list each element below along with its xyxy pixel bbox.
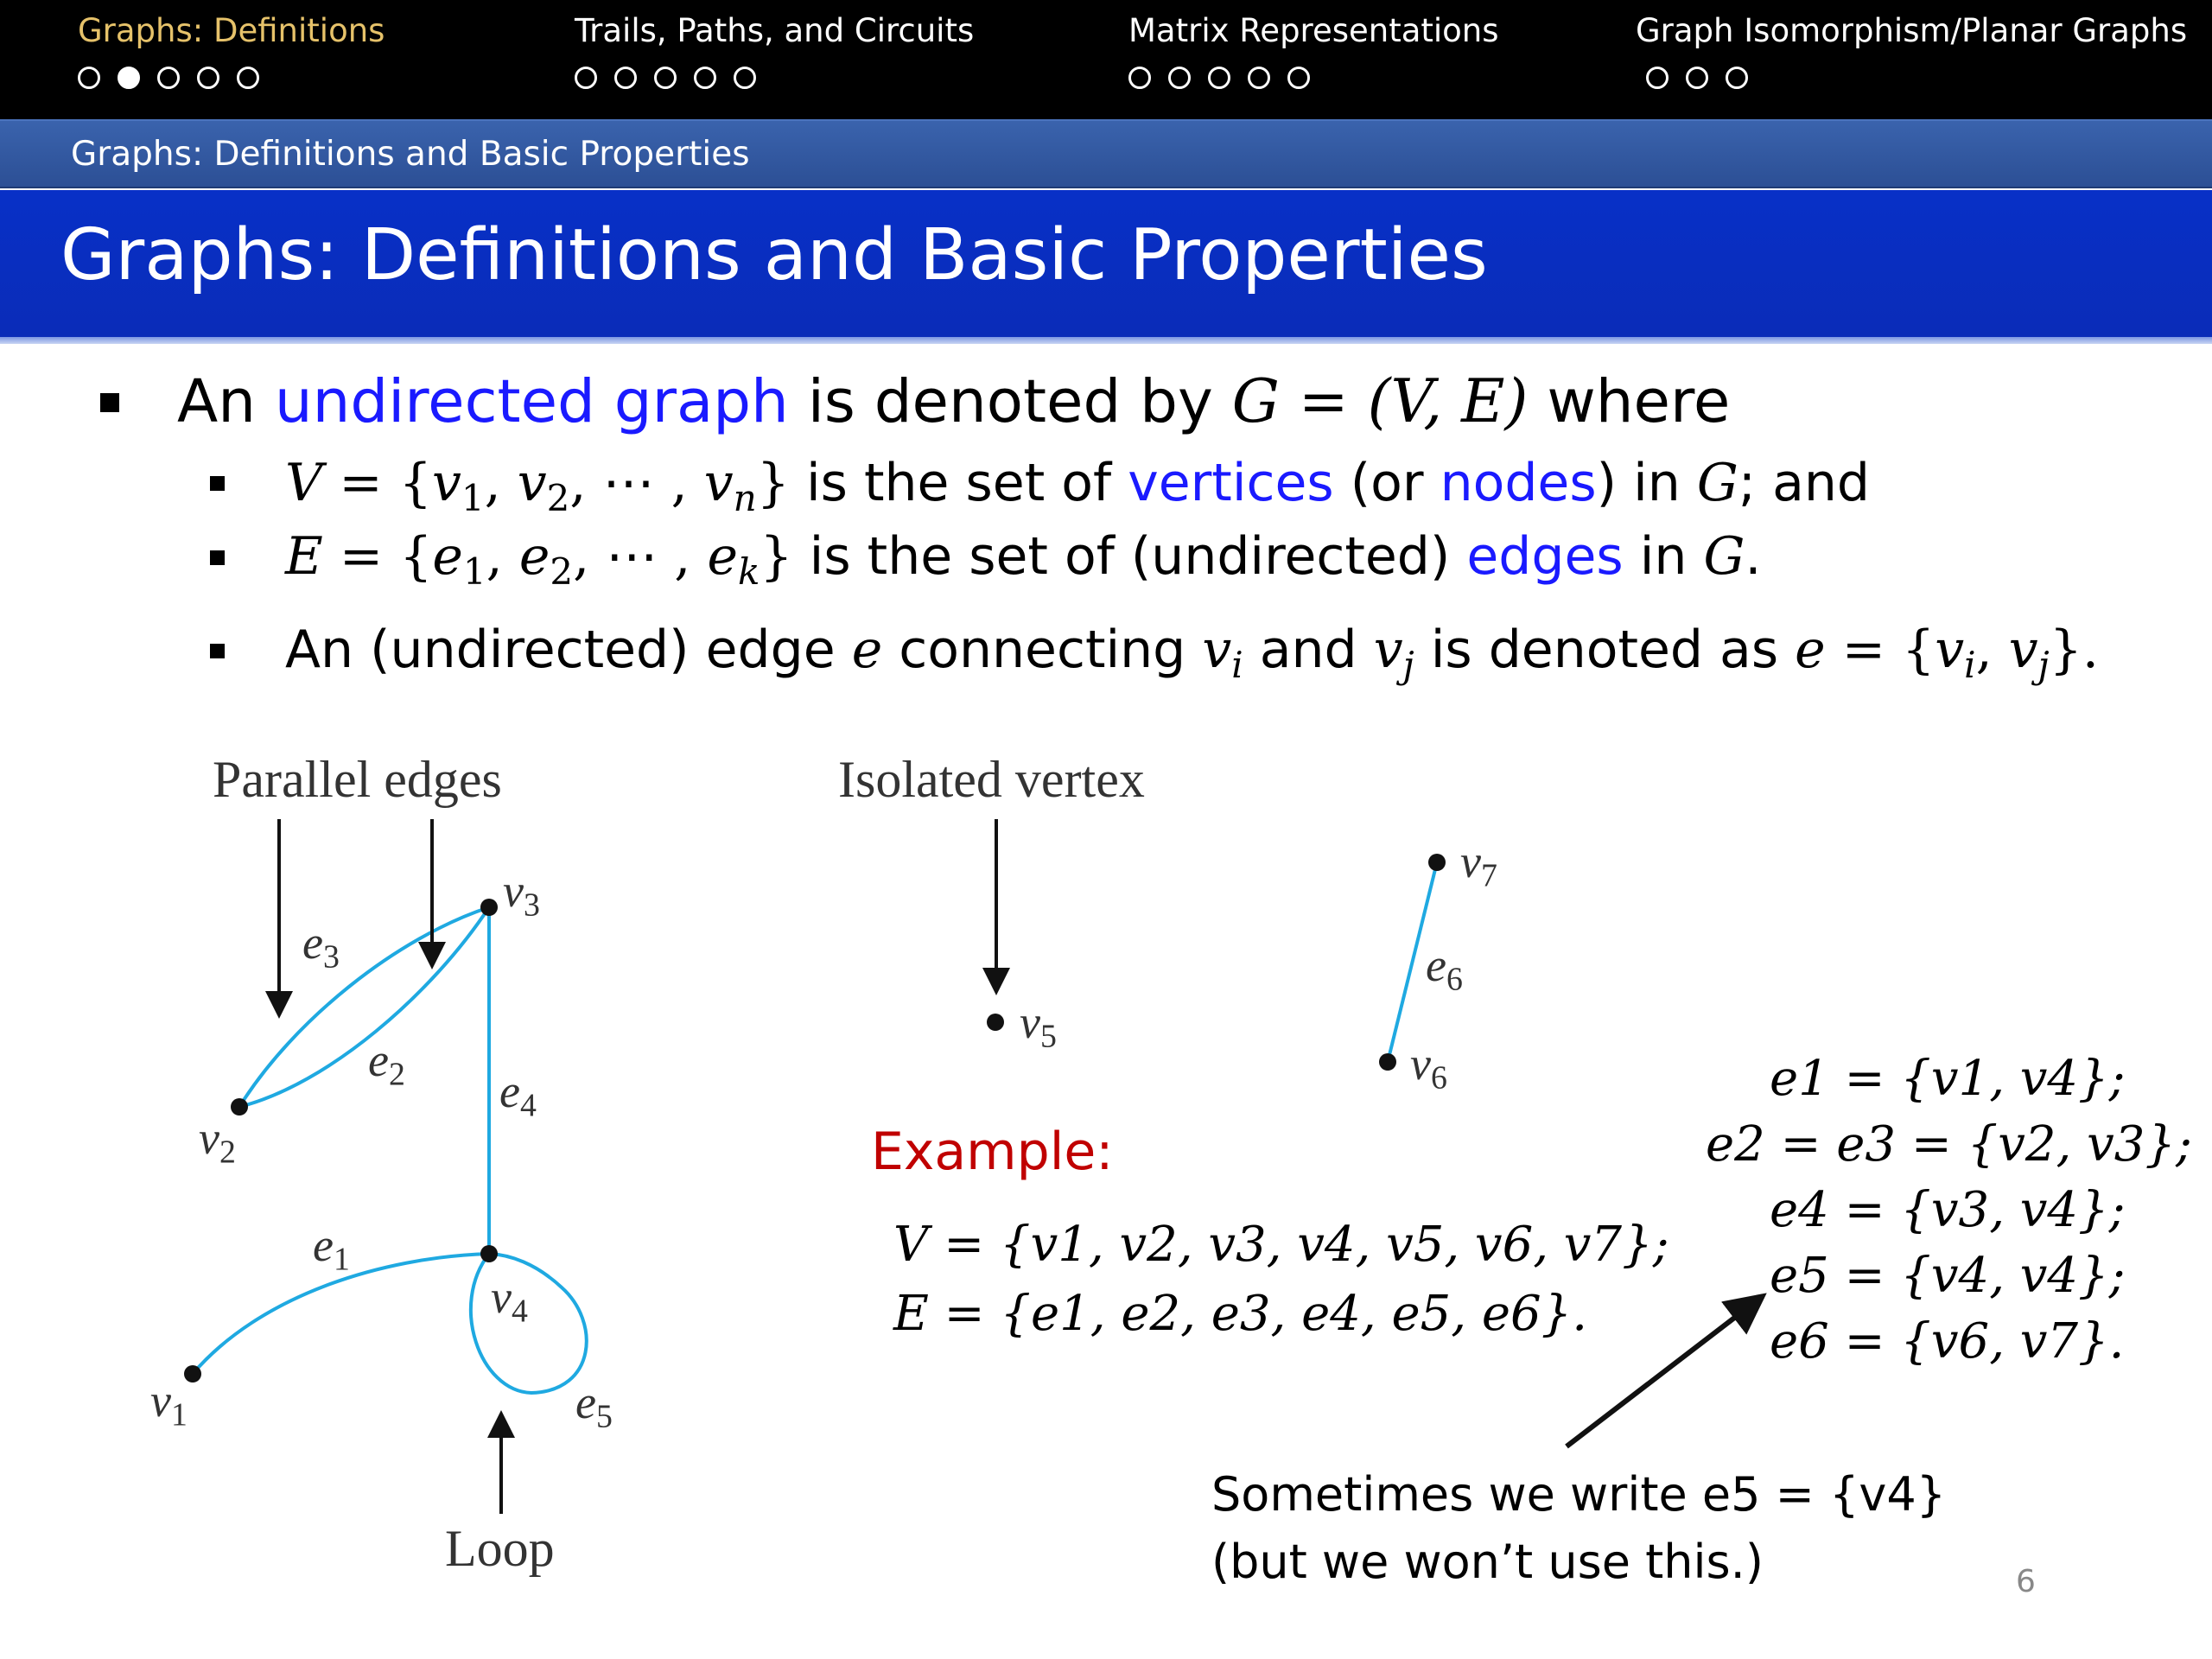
vertex-v3 bbox=[480, 899, 498, 916]
term-edges: edges bbox=[1466, 526, 1624, 587]
note-line-1: Sometimes we write e5 = {v4} bbox=[1211, 1467, 1947, 1522]
math: = { bbox=[322, 526, 433, 587]
subscript: 3 bbox=[523, 887, 540, 924]
math-sub: k bbox=[737, 550, 760, 593]
text: in bbox=[1623, 526, 1704, 587]
subscript: 1 bbox=[170, 1396, 188, 1433]
edge-label-e2: $e_2$ bbox=[368, 1034, 405, 1093]
example-edge-e6: e6 = {v6, v7}. bbox=[1770, 1313, 2125, 1370]
label-isolated-vertex: Isolated vertex bbox=[838, 751, 1145, 808]
text: An bbox=[177, 367, 275, 436]
vertex-label-v3: $v_3$ bbox=[503, 865, 540, 924]
text: . bbox=[1745, 526, 1762, 587]
vertex-v6 bbox=[1379, 1053, 1396, 1071]
math: = { bbox=[1825, 620, 1936, 680]
term-nodes: nodes bbox=[1440, 453, 1597, 513]
math-sub: j bbox=[2037, 643, 2050, 686]
subscript: 6 bbox=[1446, 961, 1463, 998]
text: ; and bbox=[1738, 453, 1870, 513]
text: and bbox=[1243, 620, 1374, 680]
edge-label-e5: $e_5$ bbox=[575, 1376, 613, 1435]
edge-label-e6: $e_6$ bbox=[1426, 939, 1463, 998]
edge-e5-loop bbox=[471, 1254, 587, 1393]
subscript: 1 bbox=[333, 1241, 350, 1278]
subscript: 6 bbox=[1430, 1059, 1447, 1096]
example-edge-e1: e1 = {v1, v4}; bbox=[1770, 1051, 2126, 1107]
vertex-label-v7: $v_7$ bbox=[1460, 836, 1497, 894]
subscript: 4 bbox=[519, 1087, 537, 1124]
subscript: 5 bbox=[1039, 1018, 1057, 1055]
example-edge-e5: e5 = {v4, v4}; bbox=[1770, 1248, 2126, 1304]
math: v bbox=[2008, 620, 2038, 680]
term-undirected-graph: undirected graph bbox=[274, 367, 789, 436]
math-sub: j bbox=[1402, 643, 1414, 686]
math: }. bbox=[2049, 620, 2099, 680]
nav-section-title[interactable]: Trails, Paths, and Circuits bbox=[575, 12, 975, 49]
note-line-2: (but we won’t use this.) bbox=[1211, 1535, 1764, 1589]
label-loop: Loop bbox=[445, 1520, 555, 1577]
vertex-label-v2: $v_2$ bbox=[199, 1112, 236, 1171]
text: is denoted as bbox=[1414, 620, 1796, 680]
text: is the set of (undirected) bbox=[792, 526, 1467, 587]
text: An (undirected) edge bbox=[285, 620, 852, 680]
subscript: 3 bbox=[322, 938, 340, 976]
vertex-label-v4: $v_4$ bbox=[491, 1271, 528, 1330]
math: e bbox=[707, 526, 738, 587]
subscript: 5 bbox=[595, 1398, 613, 1435]
math: V bbox=[285, 453, 323, 513]
text: is the set of bbox=[789, 453, 1128, 513]
vertex-v4 bbox=[480, 1245, 498, 1262]
math-sub: i bbox=[1231, 643, 1243, 686]
math-sub: 1 bbox=[462, 550, 486, 593]
page-number: 6 bbox=[2016, 1564, 2036, 1599]
vertex-label-v6: $v_6$ bbox=[1410, 1038, 1447, 1096]
edge-label-e1: $e_1$ bbox=[313, 1219, 350, 1278]
subsection-title: Graphs: Definitions and Basic Properties bbox=[71, 135, 750, 174]
example-heading: Example: bbox=[871, 1122, 1114, 1182]
math: } bbox=[760, 526, 793, 587]
math: e bbox=[1795, 620, 1826, 680]
text: connecting bbox=[882, 620, 1203, 680]
text: (or bbox=[1333, 453, 1440, 513]
math: v bbox=[431, 453, 461, 513]
label-parallel-edges: Parallel edges bbox=[213, 751, 502, 808]
example-edge-set: E = {e1, e2, e3, e4, e5, e6}. bbox=[893, 1286, 1588, 1342]
math: e bbox=[851, 620, 883, 680]
math: , bbox=[1975, 620, 2009, 680]
math: e bbox=[432, 526, 463, 587]
math: E bbox=[285, 526, 323, 587]
math-sub: n bbox=[733, 476, 757, 519]
subscript: 7 bbox=[1480, 857, 1497, 894]
subscript: 2 bbox=[219, 1134, 236, 1171]
math: v bbox=[1935, 620, 1965, 680]
math: G bbox=[1703, 526, 1745, 587]
slide-title: Graphs: Definitions and Basic Properties bbox=[60, 214, 1488, 296]
edge-label-e3: $e_3$ bbox=[302, 917, 340, 976]
example-edge-e2-e3: e2 = e3 = {v2, v3}; bbox=[1706, 1116, 2192, 1173]
math: , ⋯ , bbox=[569, 453, 704, 513]
math-sub: 1 bbox=[461, 476, 485, 519]
math: v bbox=[703, 453, 734, 513]
text: is denoted by bbox=[788, 367, 1232, 436]
example-edge-e4: e4 = {v3, v4}; bbox=[1770, 1182, 2126, 1238]
math: v bbox=[1202, 620, 1232, 680]
edge-label-e4: $e_4$ bbox=[499, 1065, 537, 1124]
subscript: 2 bbox=[388, 1056, 405, 1093]
math-sub: i bbox=[1964, 643, 1976, 686]
math-sub: 2 bbox=[546, 476, 570, 519]
vertex-v5 bbox=[987, 1014, 1004, 1031]
math-sub: 2 bbox=[550, 550, 574, 593]
math: G bbox=[1696, 453, 1738, 513]
math: v bbox=[1373, 620, 1403, 680]
nav-section-title[interactable]: Graphs: Definitions bbox=[78, 12, 385, 49]
math: , bbox=[486, 526, 519, 587]
nav-section-title[interactable]: Graph Isomorphism/Planar Graphs bbox=[1636, 12, 2188, 49]
math: e bbox=[518, 526, 550, 587]
math: , ⋯ , bbox=[573, 526, 708, 587]
example-vertex-set: V = {v1, v2, v3, v4, v5, v6, v7}; bbox=[893, 1217, 1669, 1273]
math: , bbox=[484, 453, 518, 513]
edge-e3 bbox=[239, 907, 489, 1107]
math: } bbox=[756, 453, 790, 513]
vertex-label-v1: $v_1$ bbox=[150, 1375, 188, 1433]
math: v bbox=[517, 453, 547, 513]
subscript: 4 bbox=[511, 1293, 528, 1330]
term-vertices: vertices bbox=[1128, 453, 1334, 513]
nav-section-title[interactable]: Matrix Representations bbox=[1128, 12, 1499, 49]
math: = { bbox=[322, 453, 432, 513]
edge-e2 bbox=[239, 907, 489, 1107]
vertex-label-v5: $v_5$ bbox=[1020, 996, 1057, 1055]
text: ) in bbox=[1596, 453, 1697, 513]
arrow-note-to-e5 bbox=[1567, 1296, 1763, 1446]
text: where bbox=[1528, 367, 1731, 436]
math-graph-def: G = (V, E) bbox=[1231, 367, 1529, 436]
vertex-v7 bbox=[1428, 854, 1446, 871]
